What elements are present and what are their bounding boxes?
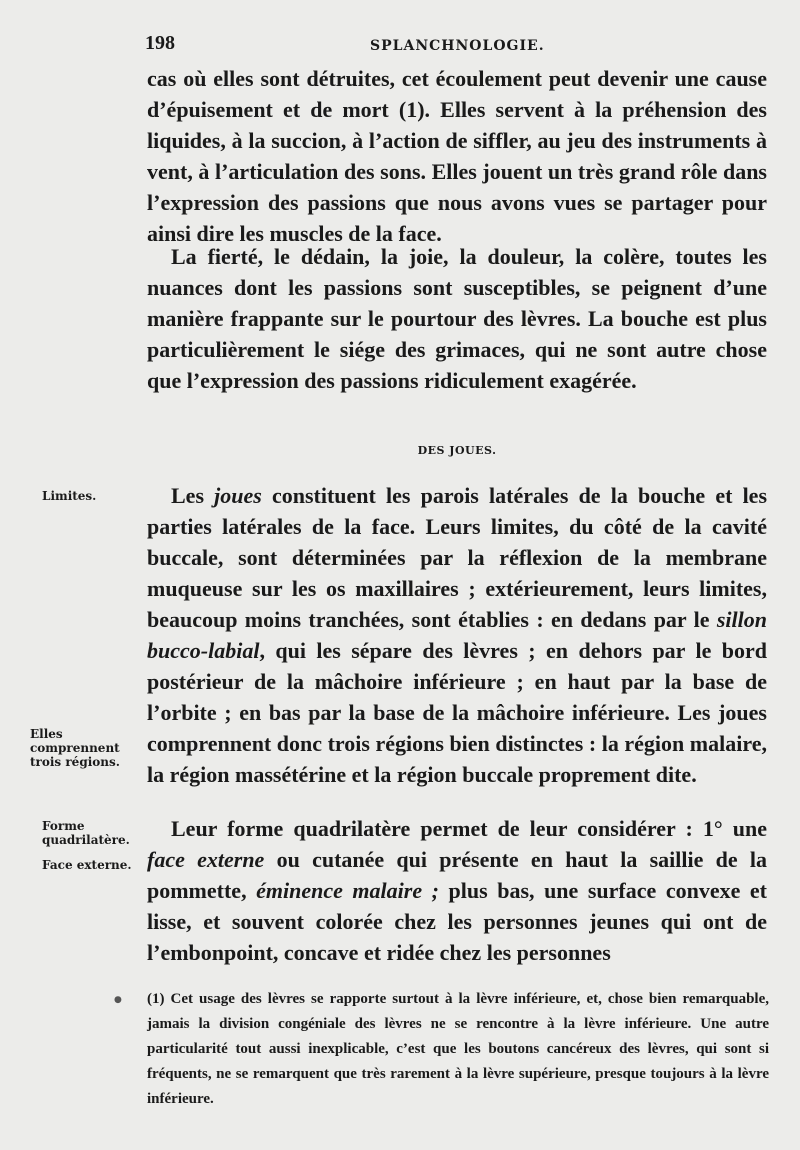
text-run: plus bas, une surface convexe et lisse, et souvent colorée chez les personnes jeunes qui ont de l’embonpoint, concave et ridée chez les personnes xyxy=(147,878,768,965)
text-run: , qui les sépare des lèvres ; en dehors par le bord postérieur de la mâchoire inférieure ; en haut par la base de l’orbite ; en bas par la base de la mâchoire inférieure. Les joues comprennent donc trois régions bien distinctes : la région malaire, la région massétérine et la région buccale proprement dite. xyxy=(147,638,767,787)
text-run: constituent les parois latérales de la bouche et les parties latérales de la face. Leurs limites, du côté de la cavité buccale, sont déterminées par la réflexion de la membrane muqueuse sur les os maxillaires ; extérieurement, leurs limites, beaucoup moins tranchées, sont établies : en dedans par le xyxy=(147,483,768,632)
italic-term: joues xyxy=(214,483,262,508)
margin-note-limites: Limites. xyxy=(42,489,97,503)
page-number: 198 xyxy=(145,32,175,54)
paragraph-joues-limits xyxy=(147,480,767,790)
paragraph-joues-form xyxy=(147,813,767,968)
running-head: SPLANCHNOLOGIE. xyxy=(370,38,545,54)
paragraph-lips-functions: cas où elles sont détruites, cet écoulement peut devenir une cause d’épuisement et de mort (1). Elles servent à la préhension des liquides, à la succion, à l’action de siffler, au jeu des instruments à vent, à l’articulation des sons. Elles jouent un très grand rôle dans l’expression des passions que nous avons vues se partager pour ainsi dire les muscles de la face. xyxy=(147,66,767,246)
page-header xyxy=(145,32,765,62)
footnote: (1) Cet usage des lèvres se rapporte surtout à la lèvre inférieure, et, chose bien remarquable, jamais la division congéniale des lèvres ne se rencontre à la lèvre inférieure. Une autre particularité tout aussi inexplicable, c’est que les boutons cancéreux des lèvres, qui sont si fréquents, ne se remarquent que très rarement à la lèvre supérieure, presque toujours à la lèvre inférieure. xyxy=(147,991,769,1107)
section-heading: DES JOUES. xyxy=(417,444,497,457)
text-run: ou cutanée qui présente en haut la saillie de la pommette, xyxy=(147,847,768,903)
margin-note-forme: Forme quadrilatère. xyxy=(42,819,130,847)
text-run: Les xyxy=(171,483,215,508)
text-run: Leur forme quadrilatère permet de leur considérer : 1° une xyxy=(171,816,767,841)
paragraph-lips-expression: La fierté, le dédain, la joie, la douleur, la colère, toutes les nuances dont les passions sont susceptibles, se peignent d’une manière frappante sur le pourtour des lèvres. La bouche est plus particulièrement le siége des grimaces, qui ne sont autre chose que l’expression des passions ridiculement exagérée. xyxy=(147,244,767,393)
italic-term: éminence malaire ; xyxy=(256,878,439,903)
margin-note-regions: Elles comprennent trois régions. xyxy=(30,727,120,769)
footnote-marker-dot-icon: ● xyxy=(114,995,122,1005)
italic-term: face externe xyxy=(147,847,265,872)
italic-term: sillon bucco-labial xyxy=(147,607,767,663)
margin-note-face-externe: Face externe. xyxy=(42,858,132,872)
